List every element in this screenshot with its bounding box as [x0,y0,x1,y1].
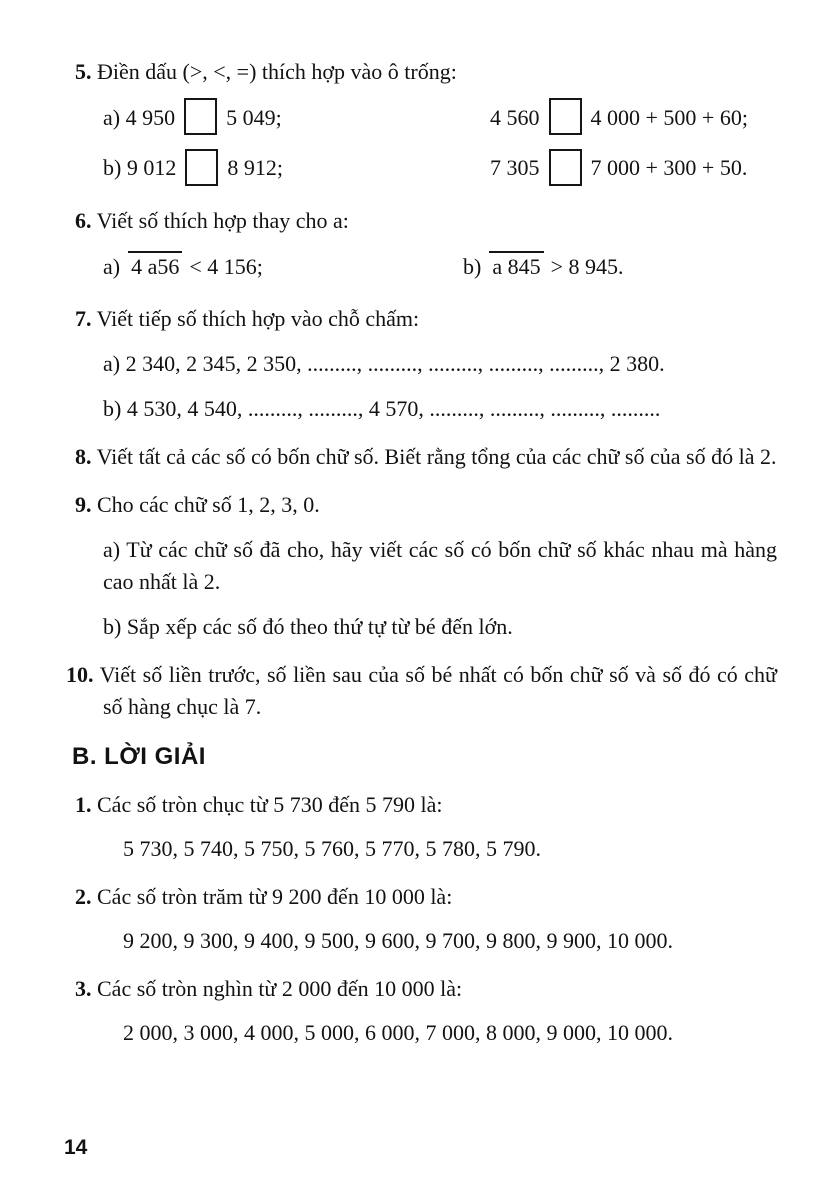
exercise-5-row-b-left [103,148,490,188]
solution-2-title: Các số tròn trăm từ 9 200 đến 10 000 là: [97,883,453,909]
solution-2-heading [75,881,777,913]
exercise-7-item-b: b) 4 530, 4 540, ........., ........., 4 570, ........., ........., ........., ......... [103,395,661,421]
exercise-5-title: Điền dấu (>, <, =) thích hợp vào ô trống: [97,59,457,84]
exercise-6 [75,205,777,287]
overlined-number: 4 a56 [128,251,182,279]
exercise-8 [75,441,777,473]
exercise-7-heading [75,303,777,335]
solution-1-title: Các số tròn chục từ 5 730 đến 5 790 là: [97,791,443,817]
exercise-5-row-b [75,148,777,188]
solution-2 [75,881,777,957]
exercise-7 [75,303,777,425]
comparison-left-value: 4 560 [490,105,540,130]
comparison-right-value: 5 049; [226,105,282,130]
exercise-5-row-a [75,98,777,138]
comparison-right-value: 7 000 + 300 + 50. [590,155,748,181]
item-label: a) [103,253,121,279]
exercise-7-item-a: a) 2 340, 2 345, 2 350, ........., ........., ........., ........., ........., 2 380. [103,350,665,376]
answer-box[interactable] [184,98,217,135]
exercise-9-item-b: b) Sắp xếp các số đó theo thứ tự từ bé đến lớn. [103,613,513,639]
exercise-8-number: 8. [75,443,92,469]
exercise-6-title: Viết số thích hợp thay cho a: [96,207,349,233]
answer-box[interactable] [185,149,218,186]
solution-1 [75,789,777,865]
exercise-10-title: Viết số liền trước, số liền sau của số bé nhất có bốn chữ số và số đó có chữ số hàng chục là 7. [99,661,777,719]
exercise-6-number: 6. [75,207,92,233]
exercise-7-title: Viết tiếp số thích hợp vào chỗ chấm: [96,305,420,331]
solutions-section-heading: B. LỜI GIẢI [72,742,206,770]
comparison-left-value: 7 305 [490,155,540,181]
solution-1-heading [75,789,777,821]
exercise-6-heading [75,205,777,237]
exercise-9-title: Cho các chữ số 1, 2, 3, 0. [97,491,320,517]
item-expression: > 8 945. [550,253,624,279]
exercise-8-title: Viết tất cả các số có bốn chữ số. Biết rằng tổng của các chữ số của số đó là 2. [96,443,777,469]
exercise-5-row-b-right [490,148,777,188]
solution-1-answer: 5 730, 5 740, 5 750, 5 760, 5 770, 5 780, 5 790. [123,835,541,861]
exercise-10-heading [66,659,777,723]
comparison-right-value: 4 000 + 500 + 60; [590,105,748,130]
exercise-7-number: 7. [75,305,92,331]
solution-1-number: 1. [75,791,92,817]
exercise-9-number: 9. [75,491,92,517]
comparison-left-value: b) 9 012 [103,155,177,181]
solution-3-title: Các số tròn nghìn từ 2 000 đến 10 000 là: [97,975,463,1001]
exercise-9 [75,489,777,643]
exercise-5 [75,56,777,189]
comparison-left-value: a) 4 950 [103,105,176,130]
solution-2-number: 2. [75,883,92,909]
solution-3-heading [75,973,777,1005]
exercise-5-row-a-left [103,98,490,138]
exercise-6-item-b [463,247,777,287]
answer-box[interactable] [549,149,582,186]
exercise-5-heading [75,56,777,88]
comparison-right-value: 8 912; [227,155,283,181]
solution-2-answer: 9 200, 9 300, 9 400, 9 500, 9 600, 9 700, 9 800, 9 900, 10 000. [123,927,673,953]
solution-3 [75,973,777,1049]
solution-3-number: 3. [75,975,92,1001]
item-expression: < 4 156; [189,253,263,279]
exercise-10-number: 10. [66,661,94,687]
solution-3-answer: 2 000, 3 000, 4 000, 5 000, 6 000, 7 000, 8 000, 9 000, 10 000. [123,1019,673,1045]
exercise-10 [66,659,777,723]
page-number: 14 [64,1136,88,1159]
exercise-6-row [75,247,777,287]
exercise-8-heading [75,441,777,473]
exercise-5-row-a-right [490,98,777,138]
answer-box[interactable] [549,98,582,135]
exercise-9-item-a: a) Từ các chữ số đã cho, hãy viết các số có bốn chữ số khác nhau mà hàng cao nhất là 2. [103,536,777,594]
item-label: b) [463,253,482,279]
overlined-number: a 845 [489,251,543,279]
exercise-6-item-a [103,247,463,287]
exercise-9-heading [75,489,777,521]
exercise-5-number: 5. [75,59,92,84]
